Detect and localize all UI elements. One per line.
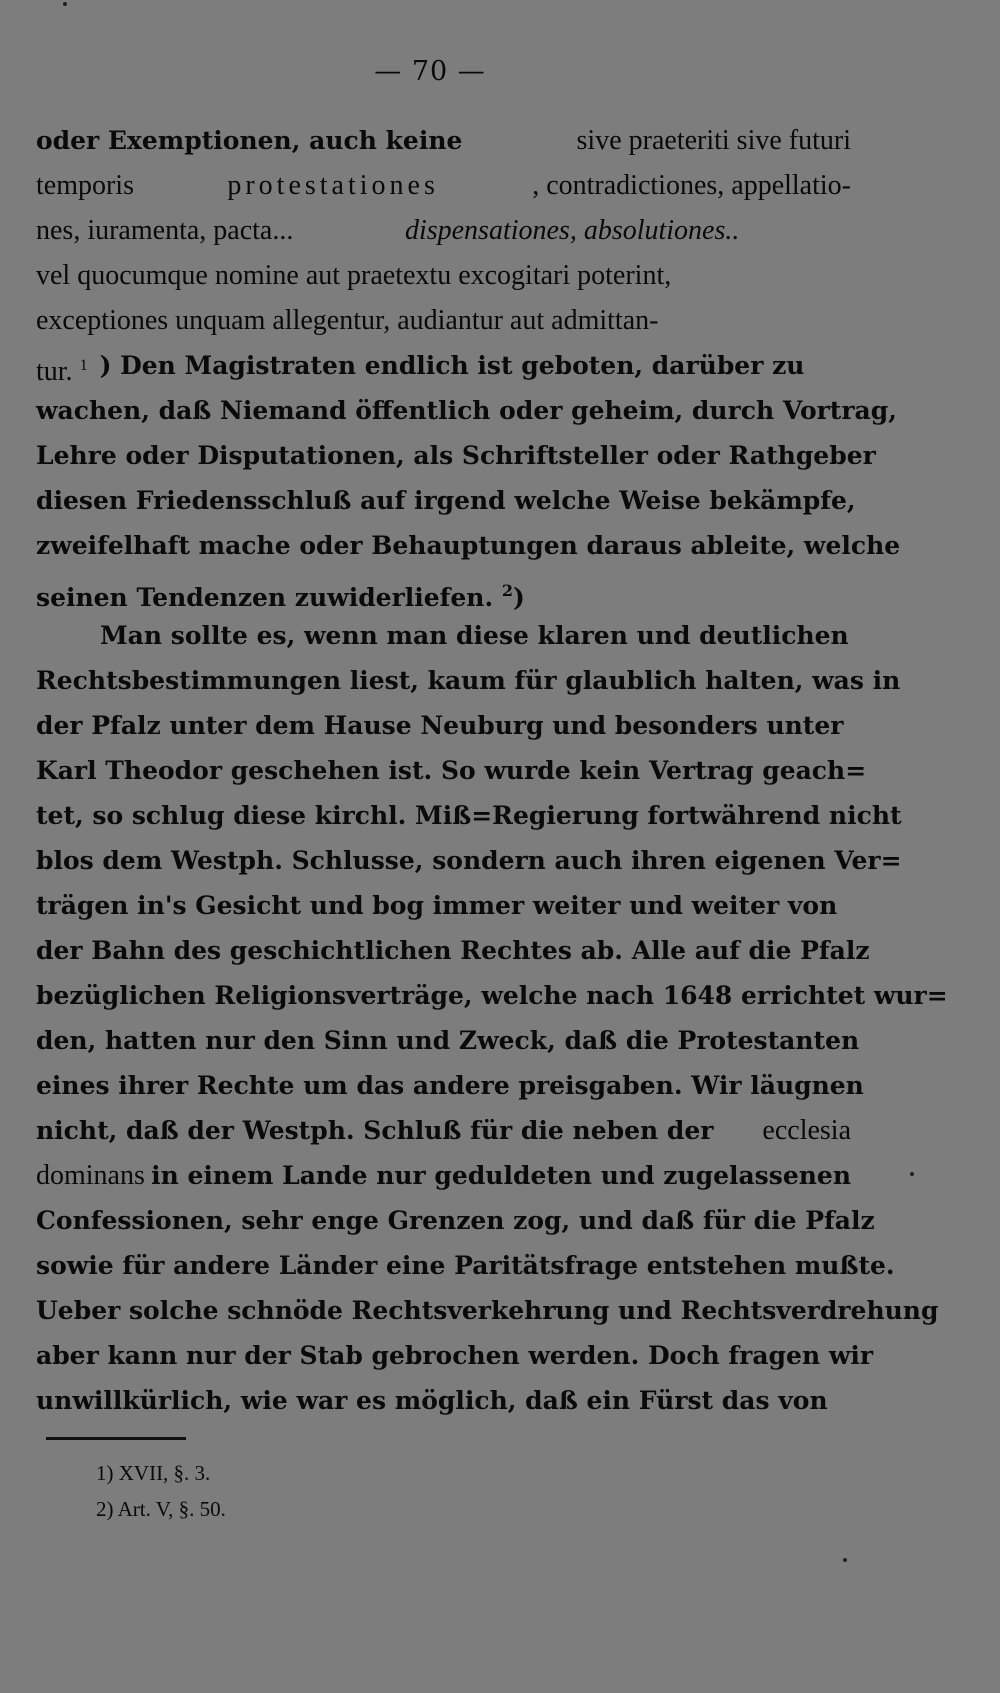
footnote-marker: 2	[501, 581, 514, 600]
text-line	[36, 1108, 851, 1153]
text-line	[36, 928, 870, 973]
footnote: 1) XVII, §. 3.	[96, 1461, 211, 1485]
text-segment: wachen, daß Niemand öffentlich oder geheim, durch Vortrag,	[36, 396, 897, 425]
text-segment: Karl Theodor geschehen ist. So wurde kein Vertrag geach=	[36, 756, 867, 785]
text-line	[36, 298, 851, 343]
text-line	[36, 973, 948, 1018]
text-line	[36, 1153, 851, 1198]
text-segment: eines ihrer Rechte um das andere preisgaben. Wir läugnen	[36, 1071, 864, 1100]
text-line	[36, 838, 902, 883]
text-segment: sive praeteriti sive futuri	[576, 125, 851, 156]
page-number: — 70 —	[374, 56, 486, 87]
text-line	[36, 1378, 851, 1423]
text-segment: zweifelhaft mache oder Behauptungen daraus ableite, welche	[36, 531, 901, 560]
text-line	[36, 208, 851, 253]
text-segment: nicht, daß der Westph. Schluß für die neben der	[36, 1116, 714, 1145]
text-line	[36, 793, 902, 838]
text-line	[36, 613, 851, 658]
text-segment: trägen in's Gesicht und bog immer weiter und weiter von	[36, 891, 838, 920]
text-segment: blos dem Westph. Schlusse, sondern auch ihren eigenen Ver=	[36, 846, 902, 875]
text-segment: der Pfalz unter dem Hause Neuburg und besonders unter	[36, 711, 844, 740]
text-line	[36, 1243, 895, 1288]
text-segment: Man sollte es, wenn man diese klaren und deutlichen	[100, 621, 849, 650]
text-line	[36, 163, 851, 208]
text-segment: dominans	[36, 1160, 145, 1191]
text-segment: , contradictiones, appellatio-	[532, 170, 851, 201]
text-segment: exceptiones unquam allegentur, audiantur aut admittan-	[36, 305, 659, 336]
text-segment: unwillkürlich, wie war es möglich, daß ein Fürst das von	[36, 1386, 828, 1415]
text-segment: sowie für andere Länder eine Paritätsfrage entstehen mußte.	[36, 1251, 895, 1280]
text-line	[36, 568, 851, 613]
text-segment: vel quocumque nomine aut praetextu excogitari poterint,	[36, 260, 672, 291]
text-line	[36, 343, 851, 388]
text-segment: bezüglichen Religionsverträge, welche nach 1648 errichtet wur=	[36, 981, 948, 1010]
text-segment: Confessionen, sehr enge Grenzen zog, und daß für die Pfalz	[36, 1206, 875, 1235]
text-segment: Rechtsbestimmungen liest, kaum für glaublich halten, was in	[36, 666, 901, 695]
text-segment: aber kann nur der Stab gebrochen werden. Doch fragen wir	[36, 1341, 874, 1370]
text-line	[36, 1333, 874, 1378]
text-line	[36, 703, 851, 748]
text-line	[36, 1288, 939, 1333]
text-segment: seinen Tendenzen zuwiderliefen.	[36, 583, 502, 612]
text-line	[36, 388, 897, 433]
scan-speck	[910, 1172, 914, 1176]
text-segment: temporis	[36, 170, 134, 201]
text-segment: Lehre oder Disputationen, als Schriftsteller oder Rathgeber	[36, 441, 876, 470]
text-segment: Ueber solche schnöde Rechtsverkehrung und Rechtsverdrehung	[36, 1296, 939, 1325]
text-line	[36, 1018, 860, 1063]
text-segment: der Bahn des geschichtlichen Rechtes ab. Alle auf die Pfalz	[36, 936, 870, 965]
text-segment	[36, 343, 88, 388]
text-segment: tet, so schlug diese kirchl. Miß=Regierung fortwährend nicht	[36, 801, 902, 830]
text-segment: nes, iuramenta, pacta...	[36, 215, 294, 246]
text-line	[36, 1063, 864, 1108]
text-segment	[36, 568, 525, 613]
text-line	[36, 478, 856, 523]
footnote-divider	[46, 1437, 186, 1440]
scan-speck	[843, 1558, 847, 1562]
text-line	[36, 523, 901, 568]
text-segment: dispensationes, absolutiones..	[404, 215, 740, 246]
footnote-marker: 1	[79, 357, 88, 374]
text-segment: diesen Friedensschluß auf irgend welche Weise bekämpfe,	[36, 486, 856, 515]
text-line	[36, 658, 901, 703]
text-line	[36, 748, 867, 793]
text-segment: protestationes	[227, 170, 439, 201]
text-segment: tur.	[36, 356, 80, 387]
footnotes	[96, 1455, 226, 1527]
text-segment: in einem Lande nur geduldeten und zugelassenen	[151, 1161, 851, 1190]
text-segment: )	[513, 583, 525, 612]
scan-speck	[63, 2, 67, 6]
text-line	[36, 253, 851, 298]
text-line	[36, 1198, 875, 1243]
text-line	[36, 433, 876, 478]
main-text	[36, 118, 948, 1423]
text-line	[36, 118, 851, 163]
text-segment: ecclesia	[762, 1115, 851, 1146]
text-segment: oder Exemptionen, auch keine	[36, 126, 463, 155]
text-segment: ) Den Magistraten endlich ist geboten, darüber zu	[99, 351, 805, 380]
footnote: 2) Art. V, §. 50.	[96, 1497, 226, 1521]
text-line	[36, 883, 851, 928]
text-segment: den, hatten nur den Sinn und Zweck, daß die Protestanten	[36, 1026, 860, 1055]
